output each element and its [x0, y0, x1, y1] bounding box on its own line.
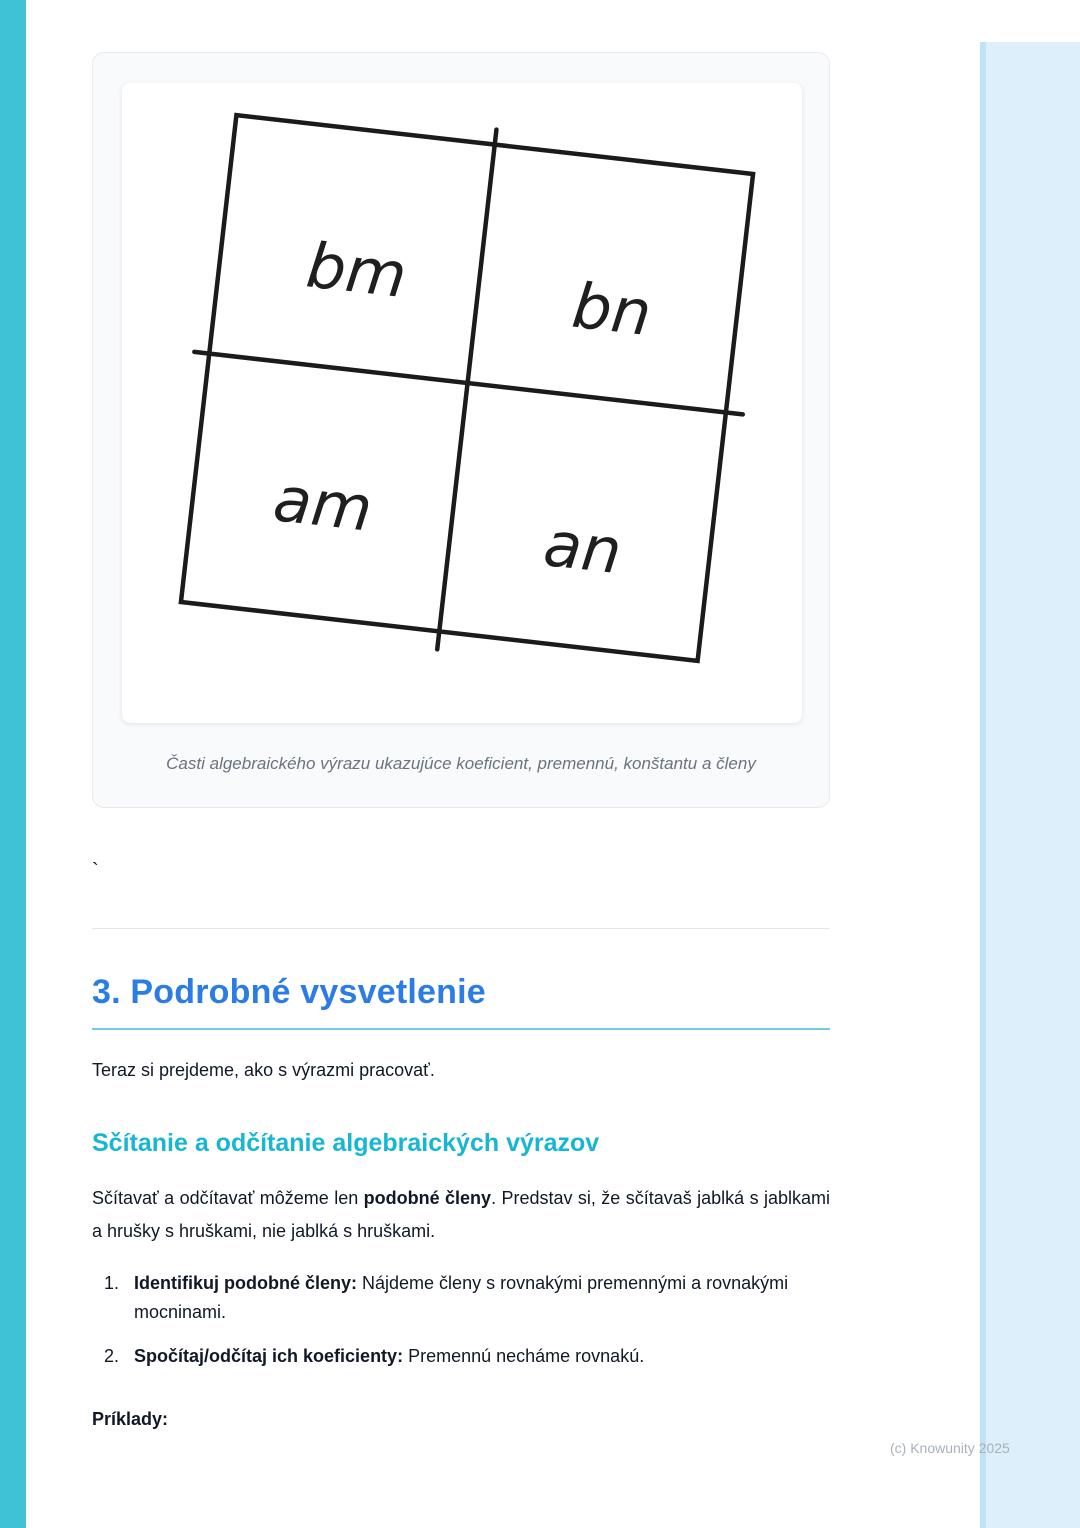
subsection-heading: Sčítanie a odčítanie algebraických výrazov: [92, 1129, 600, 1158]
quadrant-label-am: am: [269, 462, 376, 546]
body-paragraph: [92, 1182, 830, 1249]
steps-list: [92, 1269, 830, 1371]
list-item-body: [134, 1269, 830, 1327]
right-side-panel: [980, 42, 1080, 1528]
list-item-text: Nájdeme členy s rovnakými premennými a rovnakými mocninami.: [134, 1272, 789, 1322]
diagram-vertical-divider: [437, 130, 496, 650]
list-item-number: 1.: [104, 1272, 120, 1293]
section-divider: [92, 928, 830, 929]
section-heading: 3. Podrobné vysvetlenie: [92, 973, 830, 1030]
quadrant-diagram: [122, 83, 802, 723]
paragraph-text-lead: Sčítavať a odčítavať môžeme len: [92, 1188, 364, 1209]
quadrant-label-bn: bn: [568, 268, 656, 351]
figure-caption: Časti algebraického výrazu ukazujúce koeficient, premennú, konštantu a členy: [166, 754, 756, 773]
paragraph-text-tail: . Predstav si, že sčítavaš jablká s jablkami a hrušky s hruškami, nie jablká s hruškami.: [92, 1188, 830, 1242]
list-item-text: Premennú necháme rovnakú.: [403, 1346, 645, 1367]
list-item: [92, 1342, 830, 1371]
stray-character: `: [92, 860, 99, 883]
left-accent-bar: [0, 0, 26, 1528]
quadrant-label-bm: bm: [302, 228, 411, 313]
list-item-bold: Spočítaj/odčítaj ich koeficienty:: [134, 1346, 404, 1367]
list-item-bold: Identifikuj podobné členy:: [134, 1272, 358, 1293]
figure-image: [122, 83, 802, 723]
list-item-body: [134, 1342, 830, 1371]
examples-label: Príklady:: [92, 1409, 169, 1430]
quadrant-label-an: an: [540, 506, 626, 589]
intro-paragraph: Teraz si prejdeme, ako s výrazmi pracovať.: [92, 1060, 435, 1081]
figure-card: [92, 52, 830, 808]
paragraph-bold-term: podobné členy: [363, 1188, 492, 1209]
copyright-text: (c) Knowunity 2025: [890, 1440, 1010, 1456]
list-item-number: 2.: [104, 1346, 120, 1367]
main-content: [92, 52, 830, 1430]
list-item: [92, 1269, 830, 1327]
